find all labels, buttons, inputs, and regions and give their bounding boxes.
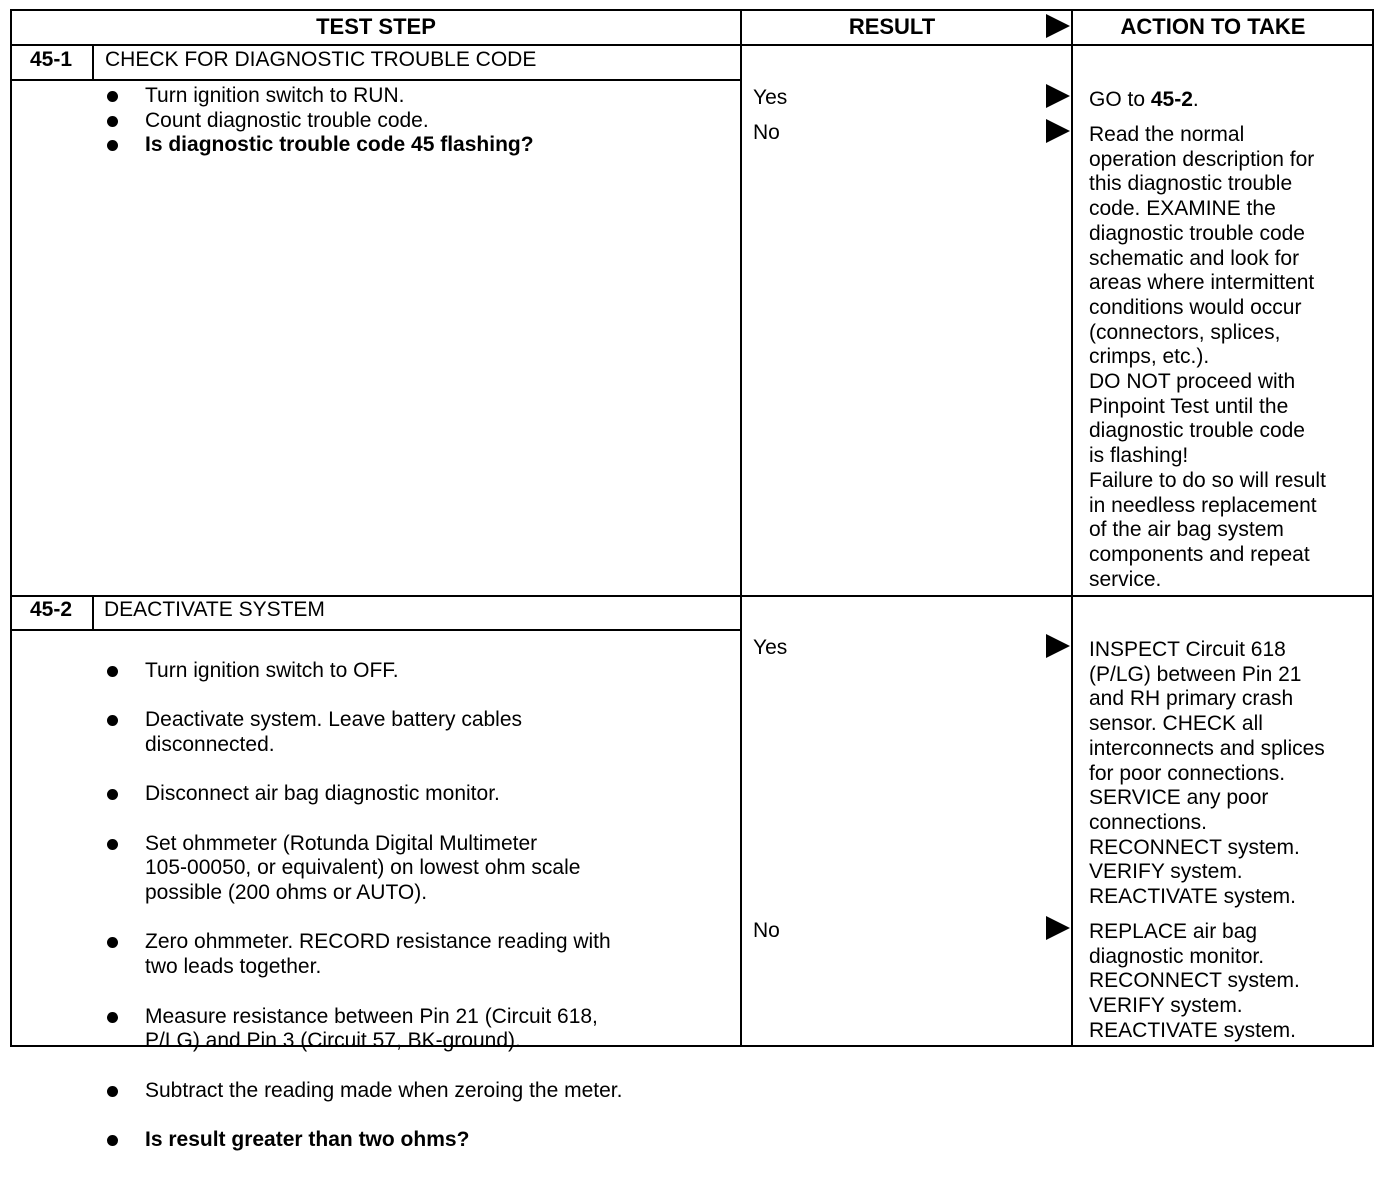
list-item: Is result greater than two ohms? [104,1128,734,1153]
step2-bullet-list [104,634,734,1177]
step-number: 45-2 [29,598,73,621]
result-arrow-icon [1046,84,1070,108]
list-item: Count diagnostic trouble code. [104,109,734,134]
result-no: No [753,121,780,144]
step1-number-divider [92,44,94,81]
step-separator-rule [10,595,1374,597]
list-item: Is diagnostic trouble code 45 flashing? [104,133,734,158]
step2-number-divider [92,595,94,631]
header-test-step: TEST STEP [316,14,436,39]
list-item: Disconnect air bag diagnostic monitor. [104,782,734,807]
action-text-suffix: . [1192,88,1199,111]
step-title: CHECK FOR DIAGNOSTIC TROUBLE CODE [105,48,537,71]
action-step-reference: 45-2 [1150,88,1193,111]
header-arrow-icon [1046,14,1070,38]
result-arrow-icon [1046,119,1070,143]
header-action: ACTION TO TAKE [1120,14,1306,39]
list-item: Zero ohmmeter. RECORD resistance reading with two leads together. [104,930,734,979]
table-left-border [10,9,12,1047]
result-arrow-icon [1046,916,1070,940]
action-column-divider [1071,9,1073,1047]
step1-bullet-list [104,84,734,158]
header-result: RESULT [848,14,936,39]
action-text: Read the normal operation description for this diagnostic trouble code. EXAMINE the diagnostic trouble code schematic and look for areas where intermittent conditions would occur (connectors, splices, crimps, etc.). DO NOT proceed with Pinpoint Test until the diagnostic trouble code is flashing! Failure to do so will result in needless replacement of the air bag system components and repeat service. [1089,123,1326,591]
action-text [1089,88,1374,113]
result-yes: Yes [753,636,788,659]
result-arrow-icon [1046,634,1070,658]
list-item: Turn ignition switch to OFF. [104,659,734,684]
step1-title-rule [10,79,741,81]
result-no: No [753,919,780,942]
step2-title-rule [10,629,741,631]
list-item: Turn ignition switch to RUN. [104,84,734,109]
list-item: Subtract the reading made when zeroing the meter. [104,1079,734,1104]
list-item: Deactivate system. Leave battery cables disconnected. [104,708,734,757]
step-number: 45-1 [29,48,73,71]
list-item: Set ohmmeter (Rotunda Digital Multimeter 105-00050, or equivalent) on lowest ohm scale possible (200 ohms or AUTO). [104,832,734,906]
action-text: INSPECT Circuit 618 (P/LG) between Pin 21 and RH primary crash sensor. CHECK all interconnects and splices for poor connections. SERVICE any poor connections. RECONNECT system. VERIFY system. REACTIVATE system. [1089,638,1325,909]
step-title: DEACTIVATE SYSTEM [104,598,325,621]
action-text: REPLACE air bag diagnostic monitor. RECONNECT system. VERIFY system. REACTIVATE system. [1089,920,1300,1042]
result-column-divider [740,9,742,1047]
list-item: Measure resistance between Pin 21 (Circuit 618, P/LG) and Pin 3 (Circuit 57, BK-ground). [104,1005,734,1054]
header-bottom-rule [10,44,1374,46]
result-yes: Yes [753,86,788,109]
action-text-prefix: GO to [1089,88,1151,111]
